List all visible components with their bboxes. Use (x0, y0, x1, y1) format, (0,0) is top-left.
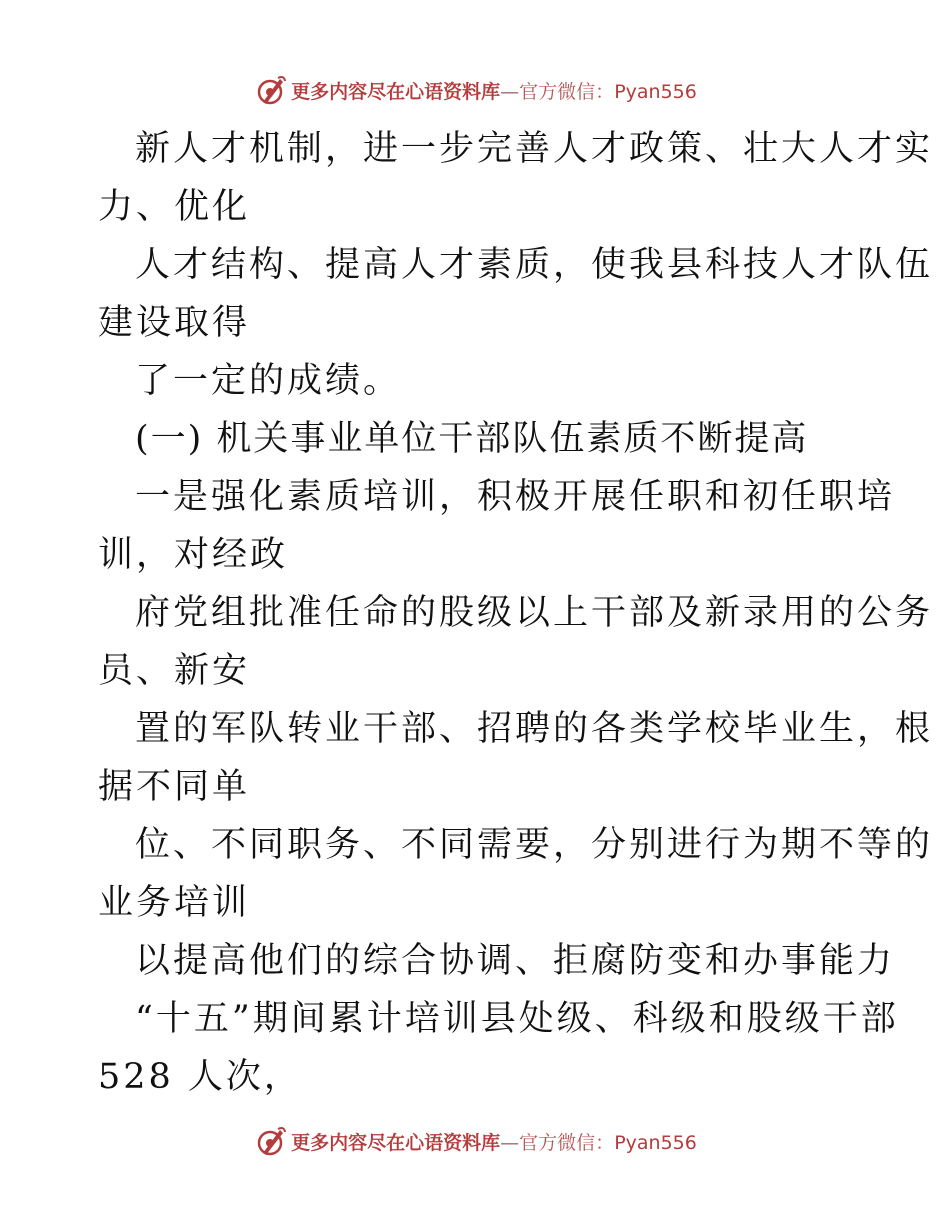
watermark-wechat-id: Pyan556 (614, 80, 697, 103)
watermark-wechat-id: Pyan556 (614, 1131, 697, 1154)
paragraph-line: “十五”期间累计培训县处级、科级和股级干部 (135, 999, 899, 1039)
watermark-label: 官方微信： (519, 1131, 615, 1154)
paragraph-line: 据不同单 (98, 767, 251, 807)
paragraph-line: 位、不同职务、不同需要，分别进行为期不等的 (135, 825, 934, 865)
paragraph-line: 以提高他们的综合协调、拒腐防变和办事能力 (135, 941, 896, 981)
paragraph-line: 528 人次， (98, 1057, 302, 1097)
paragraph-line: 置的军队转业干部、招聘的各类学校毕业生，根 (135, 709, 934, 749)
watermark-separator: — (500, 80, 520, 103)
quill-logo-icon (253, 1124, 287, 1158)
section-heading: (一) 机关事业单位干部队伍素质不断提高 (135, 419, 809, 459)
quill-logo-icon (253, 73, 287, 107)
paragraph-line: 员、新安 (98, 651, 251, 691)
paragraph-line: 建设取得 (98, 303, 251, 343)
paragraph-line: 新人才机制，进一步完善人才政策、壮大人才实 (135, 129, 934, 169)
watermark-text (291, 77, 697, 104)
paragraph-line: 府党组批准任命的股级以上干部及新录用的公务 (135, 593, 934, 633)
watermark-text (291, 1128, 697, 1155)
watermark-separator: — (500, 1131, 520, 1154)
watermark-brand: 更多内容尽在心语资料库 (291, 80, 501, 103)
footer-watermark (0, 1121, 950, 1161)
watermark-label: 官方微信： (519, 80, 615, 103)
paragraph-line: 一是强化素质培训，积极开展任职和初任职培 (135, 477, 896, 517)
paragraph-line: 训，对经政 (98, 535, 289, 575)
paragraph-line: 力、优化 (98, 187, 251, 227)
header-watermark (0, 70, 950, 110)
paragraph-line: 业务培训 (98, 883, 251, 923)
paragraph-line: 人才结构、提高人才素质，使我县科技人才队伍 (135, 245, 934, 285)
document-body (98, 120, 934, 1106)
paragraph-line: 了一定的成绩。 (135, 361, 402, 401)
watermark-brand: 更多内容尽在心语资料库 (291, 1131, 501, 1154)
